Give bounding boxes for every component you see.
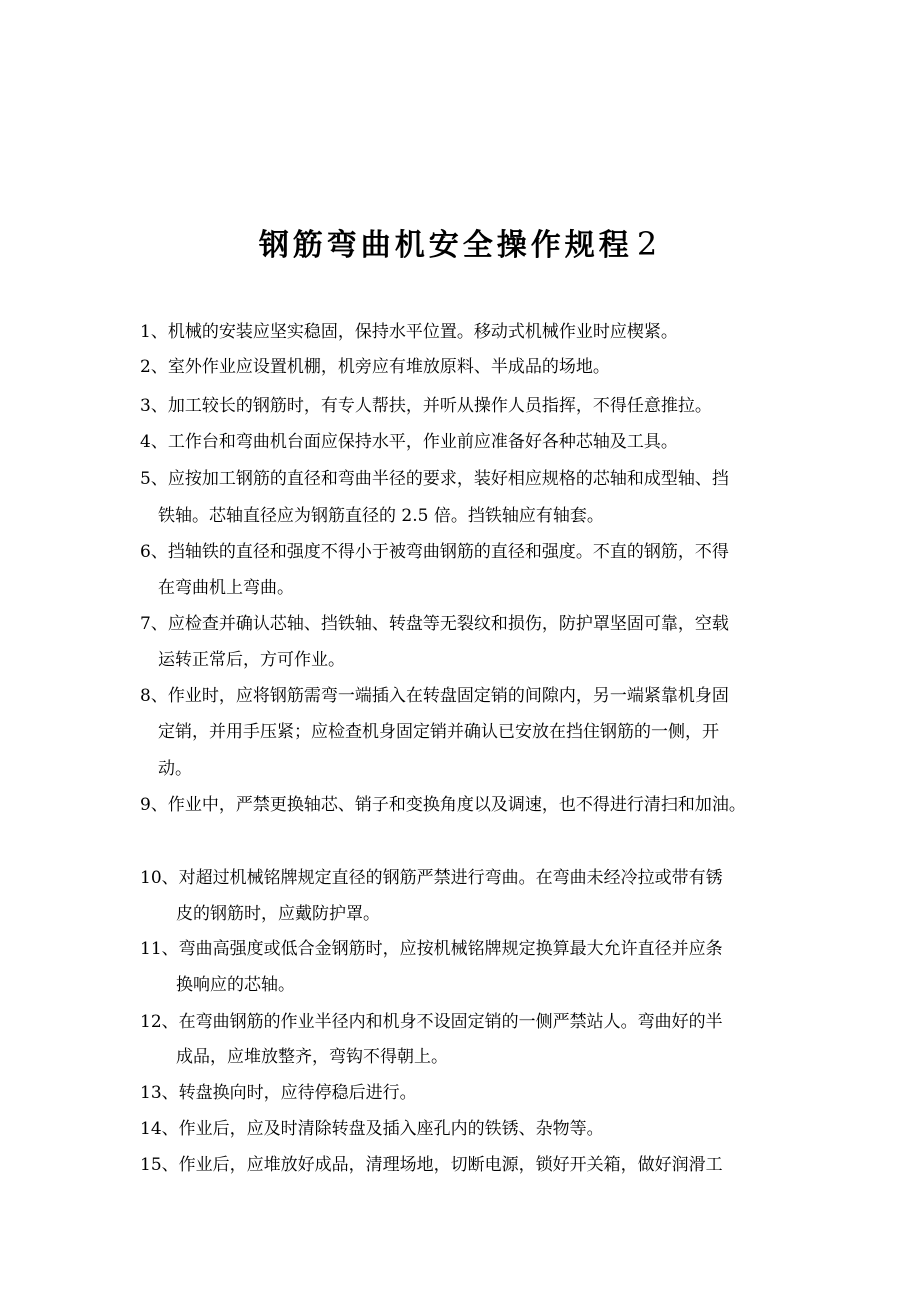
- rule-item-line: 8、作业时，应将钢筋需弯一端插入在转盘固定销的间隙内，另一端紧靠机身固: [140, 686, 729, 706]
- rule-item-continuation: 在弯曲机上弯曲。: [158, 578, 294, 598]
- rule-item-line: 7、应检查并确认芯轴、挡铁轴、转盘等无裂纹和损伤，防护罩坚固可靠，空载: [140, 614, 729, 634]
- rule-item-continuation: 定销，并用手压紧；应检查机身固定销并确认已安放在挡住钢筋的一侧，开: [158, 722, 719, 742]
- rule-item-line: 13、转盘换向时，应待停稳后进行。: [140, 1083, 417, 1103]
- rule-item-continuation: 成品，应堆放整齐，弯钩不得朝上。: [176, 1047, 448, 1067]
- rule-item-line: 14、作业后，应及时清除转盘及插入座孔内的铁锈、杂物等。: [140, 1119, 604, 1139]
- rule-item-continuation: 运转正常后，方可作业。: [158, 650, 345, 670]
- title-text: 钢筋弯曲机安全操作规程: [258, 228, 633, 263]
- rule-item-line: 4、工作台和弯曲机台面应保持水平，作业前应准备好各种芯轴及工具。: [140, 432, 678, 452]
- rule-item-continuation: 铁轴。芯轴直径应为钢筋直径的 2.5 倍。挡铁轴应有轴套。: [158, 506, 604, 526]
- rule-item-line: 1、机械的安装应坚实稳固，保持水平位置。移动式机械作业时应楔紧。: [140, 322, 678, 342]
- rule-item-line: 10、对超过机械铭牌规定直径的钢筋严禁进行弯曲。在弯曲未经冷拉或带有锈: [140, 868, 723, 888]
- rule-item-continuation: 动。: [158, 759, 192, 779]
- rule-item-line: 6、挡轴铁的直径和强度不得小于被弯曲钢筋的直径和强度。不直的钢筋，不得: [140, 542, 729, 562]
- rule-item-continuation: 换响应的芯轴。: [176, 975, 295, 995]
- title-number: 2: [636, 225, 662, 263]
- rule-item-continuation: 皮的钢筋时，应戴防护罩。: [176, 904, 380, 924]
- rule-item-line: 5、应按加工钢筋的直径和弯曲半径的要求，装好相应规格的芯轴和成型轴、挡: [140, 469, 729, 489]
- rule-item-line: 12、在弯曲钢筋的作业半径内和机身不设固定销的一侧严禁站人。弯曲好的半: [140, 1012, 723, 1032]
- rule-item-line: 2、室外作业应设置机棚，机旁应有堆放原料、半成品的场地。: [140, 357, 610, 377]
- rule-item-line: 3、加工较长的钢筋时，有专人帮扶，并听从操作人员指挥，不得任意推拉。: [140, 396, 712, 416]
- rule-item-line: 11、弯曲高强度或低合金钢筋时，应按机械铭牌规定换算最大允许直径并应条: [140, 939, 723, 959]
- rule-item-line: 15、作业后，应堆放好成品，清理场地，切断电源，锁好开关箱，做好润滑工: [140, 1155, 723, 1175]
- rule-item-line: 9、作业中，严禁更换轴芯、销子和变换角度以及调速，也不得进行清扫和加油。: [140, 795, 746, 815]
